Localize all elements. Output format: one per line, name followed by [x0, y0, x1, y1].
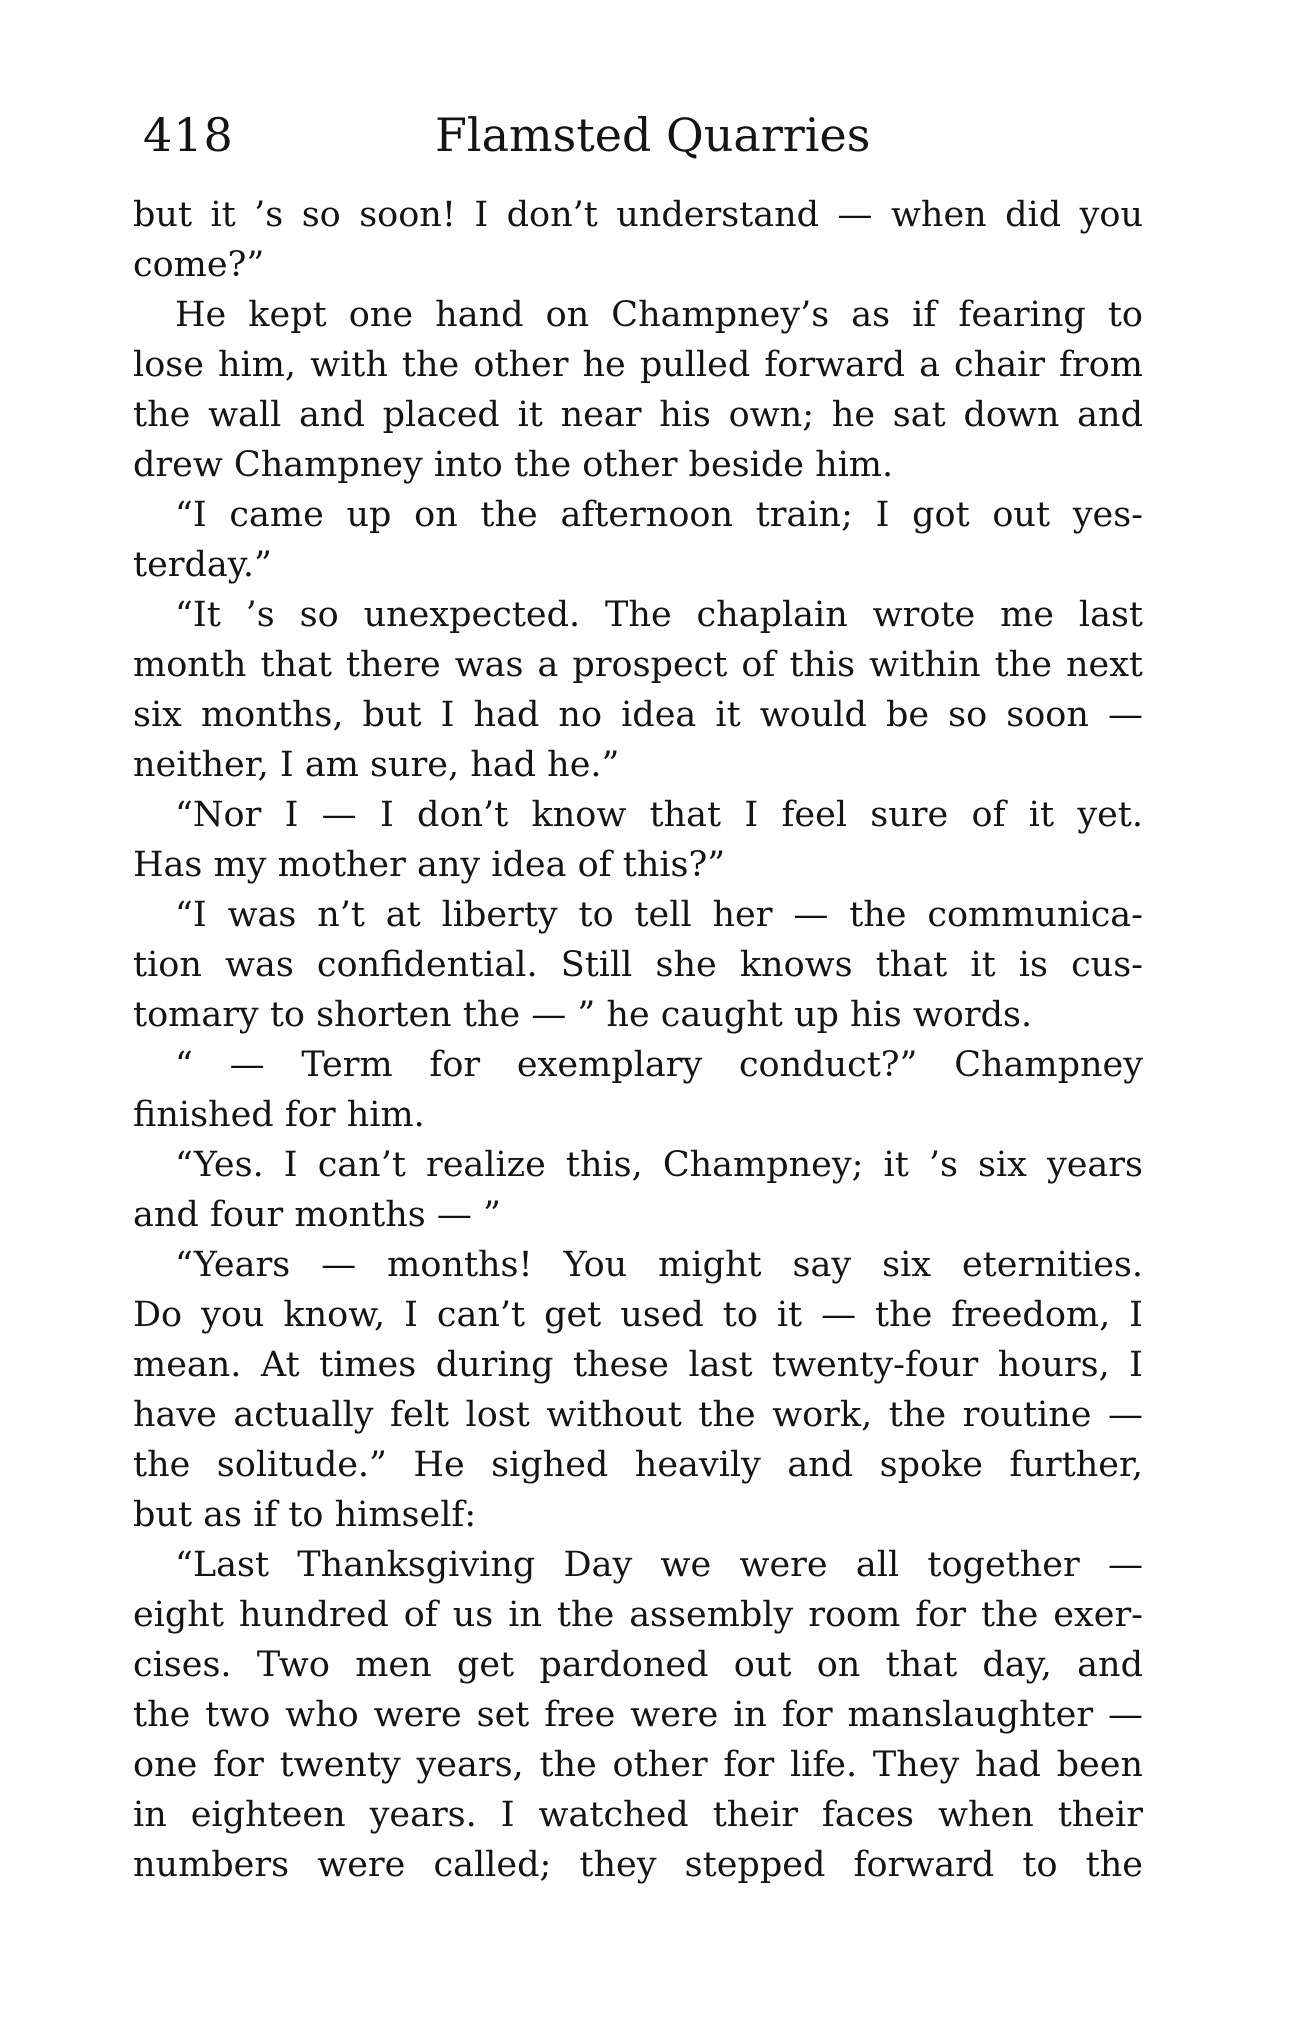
text-line: terday.” [133, 545, 272, 585]
text-line: neither, I am sure, had he.” [133, 745, 620, 785]
text-line: tomary to shorten the — ” he caught up his words. [133, 995, 1033, 1035]
text-line: Do you know, I can’t get used to it — the freedom, I [133, 1295, 1143, 1335]
page-number: 418 [143, 108, 234, 162]
text-line: but as if to himself: [133, 1495, 477, 1535]
text-line: “Years — months! You might say six eternities. [175, 1245, 1143, 1285]
text-line: in eighteen years. I watched their faces when their [133, 1795, 1143, 1835]
text-line: six months, but I had no idea it would be so soon — [133, 695, 1143, 735]
text-line: finished for him. [133, 1095, 425, 1135]
text-line: drew Champney into the other beside him. [133, 445, 894, 485]
text-line: have actually felt lost without the work, the routine — [133, 1395, 1143, 1435]
text-line: “I was n’t at liberty to tell her — the communica- [175, 895, 1143, 935]
text-line: mean. At times during these last twenty-four hours, I [133, 1345, 1143, 1385]
text-line: one for twenty years, the other for life. They had been [133, 1745, 1143, 1785]
text-line: Has my mother any idea of this?” [133, 845, 726, 885]
text-line: the wall and placed it near his own; he sat down and [133, 395, 1143, 435]
text-line: “It ’s so unexpected. The chaplain wrote me last [175, 595, 1143, 635]
running-title: Flamsted Quarries [435, 108, 871, 162]
text-line: numbers were called; they stepped forward to the [133, 1845, 1143, 1885]
text-line: lose him, with the other he pulled forward a chair from [133, 345, 1143, 385]
text-line: tion was confidential. Still she knows that it is cus- [133, 945, 1143, 985]
text-line: He kept one hand on Champney’s as if fearing to [175, 295, 1143, 335]
text-line: the solitude.” He sighed heavily and spoke further, [133, 1445, 1143, 1485]
text-line: “ — Term for exemplary conduct?” Champney [175, 1045, 1143, 1085]
text-line: month that there was a prospect of this within the next [133, 645, 1143, 685]
text-line: and four months — ” [133, 1195, 501, 1235]
text-line: come?” [133, 245, 265, 285]
text-line: “Last Thanksgiving Day we were all together — [175, 1545, 1143, 1585]
text-line: “Nor I — I don’t know that I feel sure of it yet. [175, 795, 1143, 835]
text-line: the two who were set free were in for manslaughter — [133, 1695, 1143, 1735]
text-line: “Yes. I can’t realize this, Champney; it ’s six years [175, 1145, 1143, 1185]
page-header [133, 100, 1143, 170]
text-line: cises. Two men get pardoned out on that day, and [133, 1645, 1143, 1685]
text-line: but it ’s so soon! I don’t understand — when did you [133, 195, 1143, 235]
text-line: “I came up on the afternoon train; I got out yes- [175, 495, 1143, 535]
text-line: eight hundred of us in the assembly room for the exer- [133, 1595, 1143, 1635]
body-text [133, 190, 1143, 1920]
